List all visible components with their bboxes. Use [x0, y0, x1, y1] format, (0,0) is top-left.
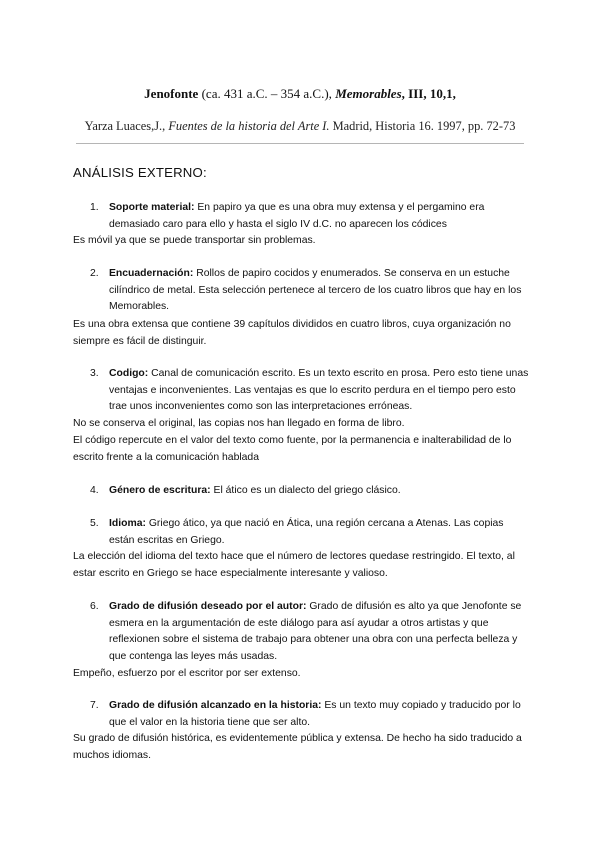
work-reference: , III, 10,1,: [401, 86, 456, 101]
source-publication: Madrid, Historia 16. 1997, pp. 72-73: [332, 119, 516, 133]
item-label: Idioma:: [109, 518, 146, 529]
item-label: Grado de difusión alcanzado en la historia:: [109, 700, 322, 711]
item-label: Codigo:: [109, 368, 149, 379]
paragraph: No se conserva el original, las copias nos han llegado en forma de libro.: [73, 418, 405, 429]
list-item: [90, 266, 530, 316]
item-label: Género de escritura:: [109, 485, 211, 496]
source-author: Yarza Luaces,J.,: [84, 119, 166, 133]
list-item: [90, 200, 530, 233]
list-item: [90, 698, 530, 731]
item-text: Griego ático, ya que nació en Ática, una región cercana a Atenas. Las copias están escritas en Griego.: [109, 518, 504, 546]
paragraph: La elección del idioma del texto hace que el número de lectores quedase restringido. El texto, al estar escrito en Griego se hace especialmente interesante y valioso.: [73, 551, 515, 579]
item-label: Grado de difusión deseado por el autor:: [109, 601, 307, 612]
item-number: 5.: [90, 518, 99, 529]
item-number: 2.: [90, 268, 99, 279]
section-title: ANÁLISIS EXTERNO:: [73, 165, 207, 180]
item-text: Es un texto muy copiado y traducido por lo que el valor en la historia tiene que ser alto.: [109, 700, 521, 728]
item-number: 1.: [90, 202, 99, 213]
work-title: Memorables: [335, 86, 402, 101]
item-text: Grado de difusión es alto ya que Jenofonte se esmera en la argumentación de este diálogo para así ayudar a otros artistas y que reflexionen sobre el sistema de trabajo para obtener una obra con una perfecta belleza y que contenga las leyes más usadas.: [109, 601, 522, 662]
item-text: En papiro ya que es una obra muy extensa y el pergamino era demasiado caro para ello y hasta el siglo IV d.C. no aparecen los códices: [109, 202, 485, 230]
list-item: [90, 516, 530, 549]
source-line: [0, 118, 600, 134]
paragraph: Empeño, esfuerzo por el escritor por ser extenso.: [73, 668, 301, 679]
item-label: Soporte material:: [109, 202, 195, 213]
author-dates: (ca. 431 a.C. – 354 a.C.),: [201, 86, 332, 101]
paragraph: Es móvil ya que se puede transportar sin problemas.: [73, 235, 316, 246]
item-text: Rollos de papiro cocidos y enumerados. Se conserva en un estuche cilíndrico de metal. Esta selección pertenece al tercero de los cuatro libros que hay en los Memorables.: [109, 268, 522, 312]
item-number: 7.: [90, 700, 99, 711]
item-label: Encuadernación:: [109, 268, 194, 279]
item-text: Canal de comunicación escrito. Es un texto escrito en prosa. Pero esto tiene unas ventajas e inconvenientes. Las ventajas es que lo escrito perdura en el tiempo pero esto trae unos inconvenientes como son las interpretaciones erróneas.: [109, 368, 529, 412]
item-number: 6.: [90, 601, 99, 612]
item-text: El ático es un dialecto del griego clásico.: [210, 485, 401, 496]
list-item: [90, 483, 530, 500]
author-name: Jenofonte: [144, 86, 199, 101]
item-number: 3.: [90, 368, 99, 379]
source-title: Fuentes de la historia del Arte I.: [168, 119, 330, 133]
list-item: [90, 599, 530, 665]
citation-line: [0, 86, 600, 102]
paragraph: Es una obra extensa que contiene 39 capítulos divididos en cuatro libros, cuya organización no siempre es fácil de distinguir.: [73, 319, 511, 347]
divider: [76, 143, 524, 144]
paragraph: El código repercute en el valor del texto como fuente, por la permanencia e inalterabilidad de lo escrito frente a la comunicación hablada: [73, 435, 512, 463]
item-number: 4.: [90, 485, 99, 496]
paragraph: Su grado de difusión histórica, es evidentemente pública y extensa. De hecho ha sido traducido a muchos idiomas.: [73, 733, 522, 761]
list-item: [90, 366, 530, 416]
